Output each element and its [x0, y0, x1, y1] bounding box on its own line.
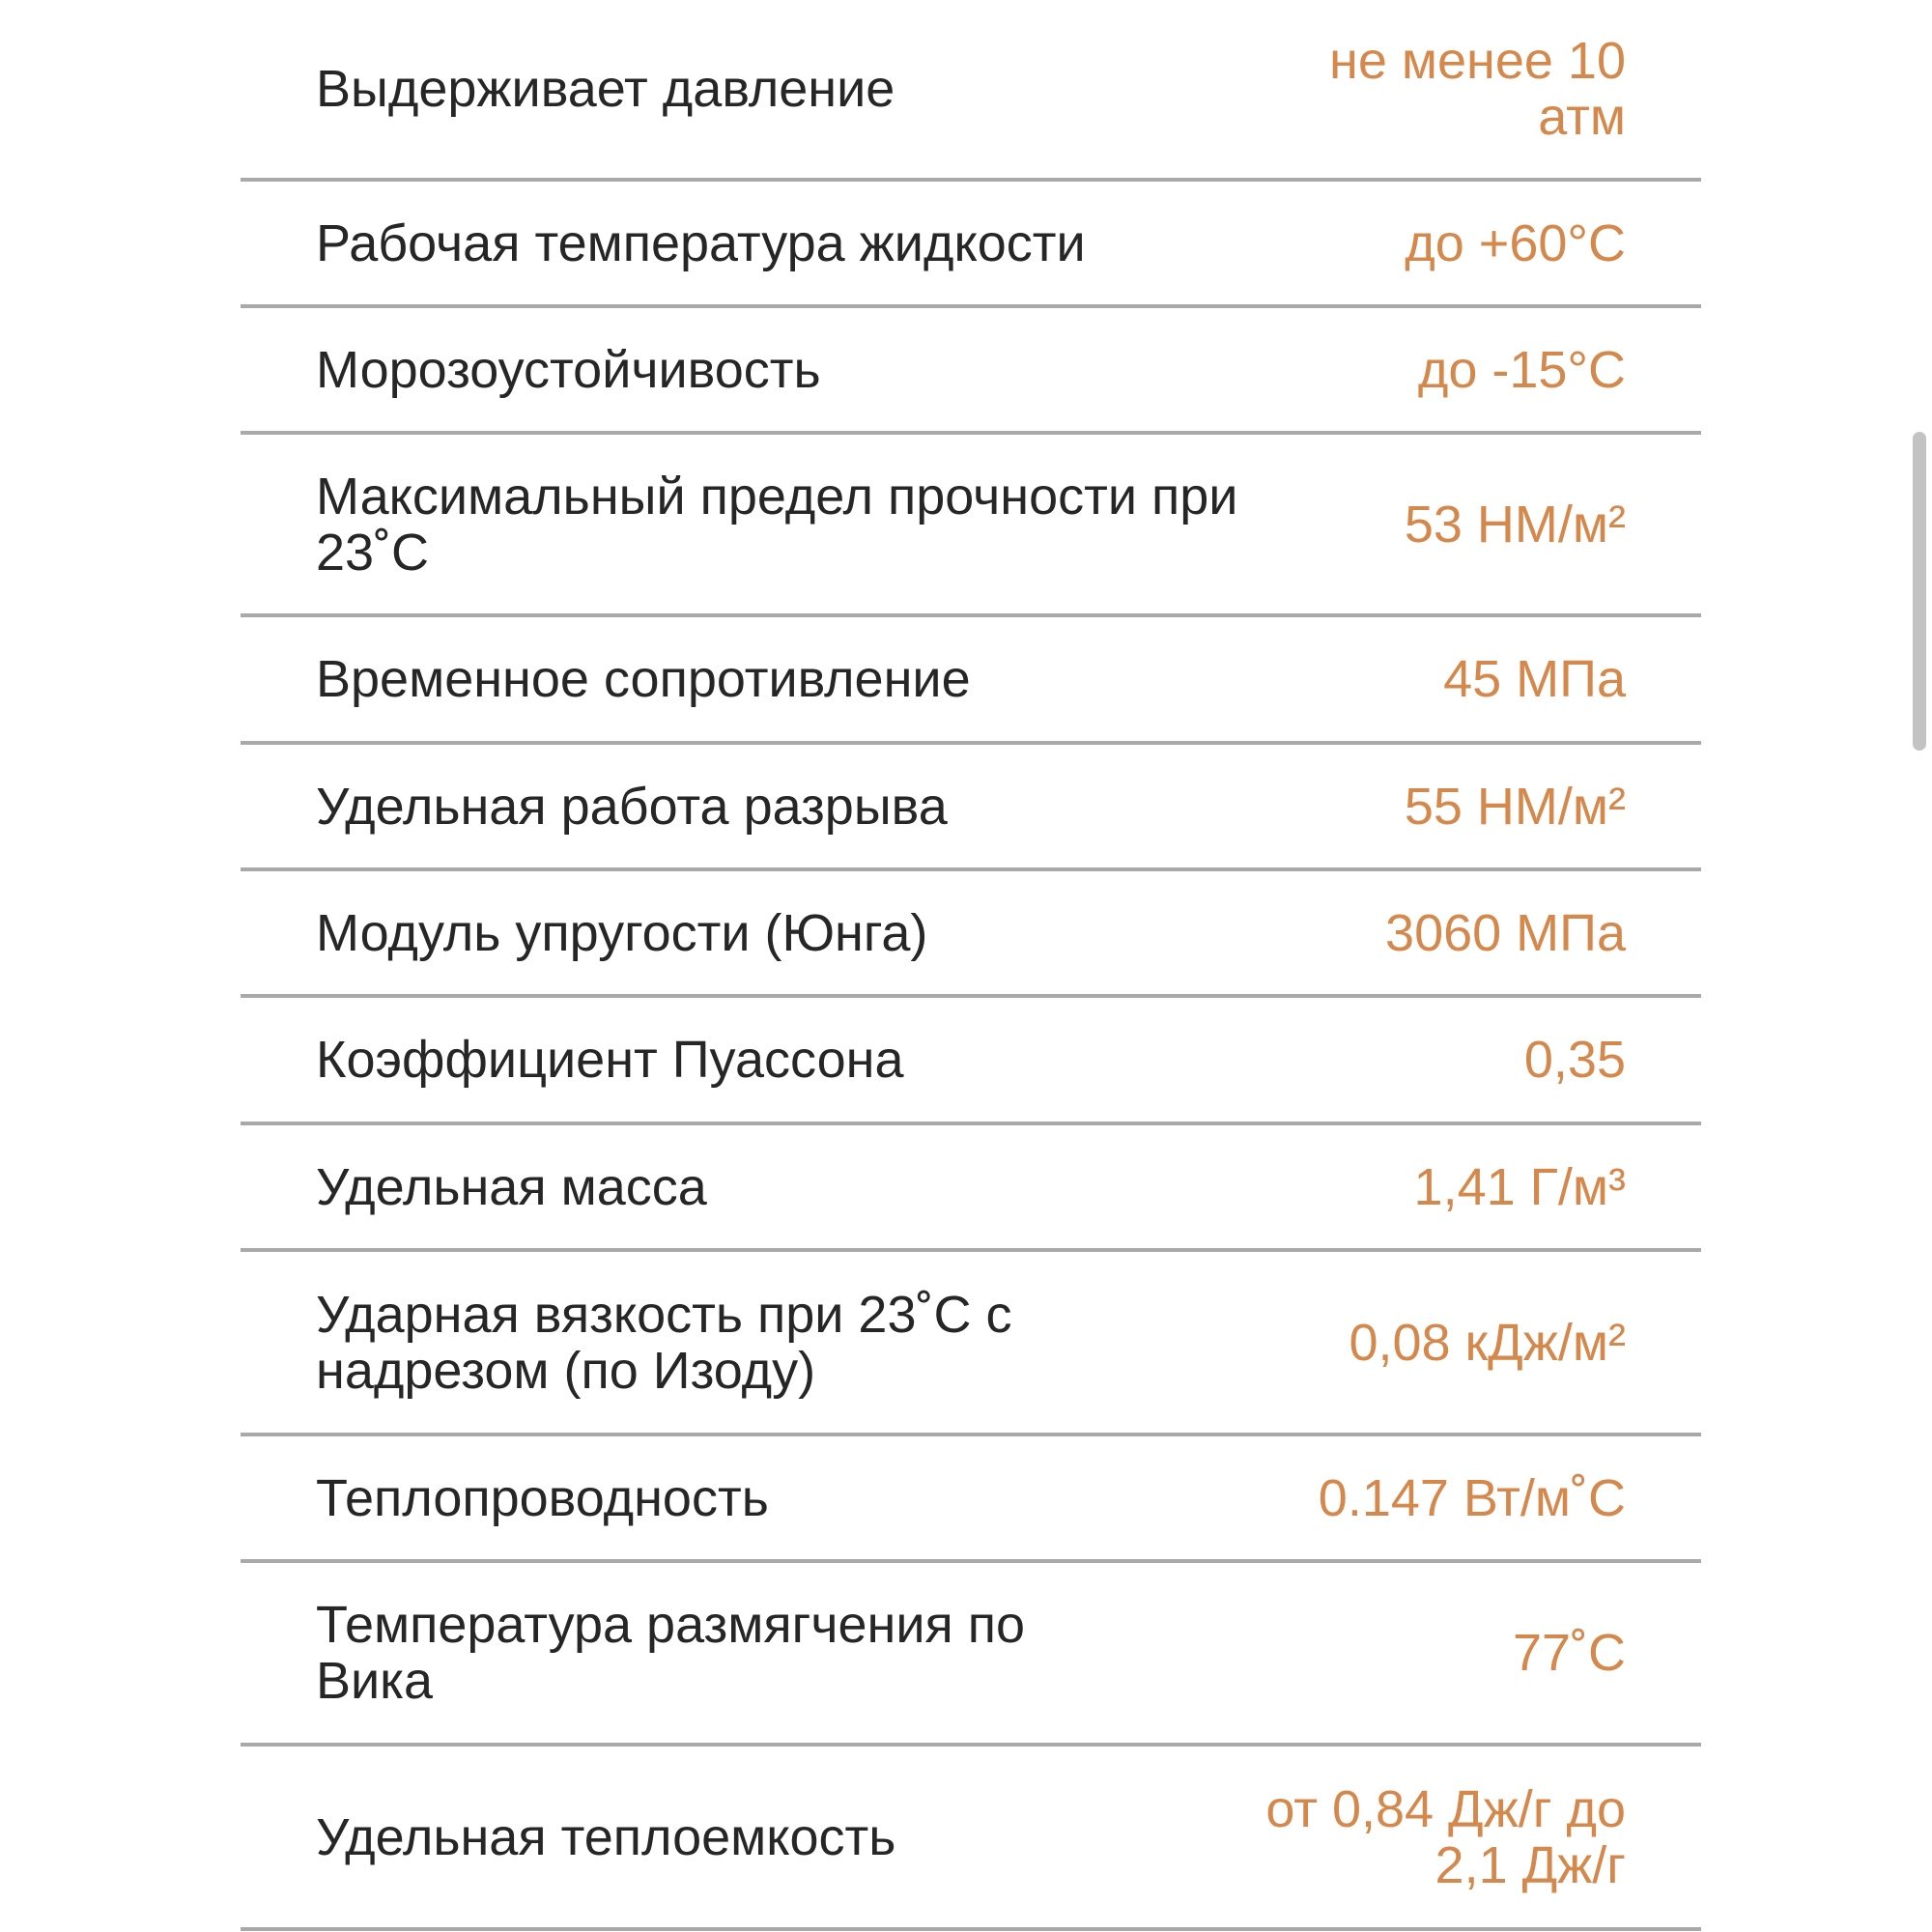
spec-label: Коэффициент Пуассона: [316, 1031, 904, 1089]
spec-row-pressure: [241, 0, 1701, 182]
spec-value: 1,41 Г/м³: [1413, 1157, 1626, 1216]
spec-value: 53 НМ/м²: [1404, 495, 1626, 554]
spec-value: 77˚С: [1512, 1624, 1626, 1682]
spec-value: 45 МПа: [1443, 650, 1626, 708]
spec-value: до -15°C: [1417, 340, 1626, 399]
spec-label: Удельная теплоемкость: [316, 1807, 896, 1866]
spec-value: 3060 МПа: [1385, 903, 1626, 962]
spec-row-youngs-modulus: [241, 871, 1701, 998]
spec-label: Морозоустойчивость: [316, 340, 821, 399]
spec-label: Модуль упругости (Юнга): [316, 903, 928, 962]
specifications-table: [241, 0, 1701, 1931]
spec-value: не менее 10 атм: [1329, 32, 1626, 146]
spec-value: 0.147 Вт/м˚С: [1318, 1468, 1626, 1527]
spec-label: Выдерживает давление: [316, 60, 895, 118]
spec-value: 0,08 кДж/м²: [1349, 1313, 1626, 1372]
spec-row-tensile-strength: [241, 617, 1701, 745]
spec-row-poisson-ratio: [241, 998, 1701, 1125]
spec-label: Временное сопротивление: [316, 650, 971, 708]
scrollbar-thumb[interactable]: [1913, 432, 1926, 751]
spec-label: Удельная работа разрыва: [316, 777, 948, 836]
spec-label: Теплопроводность: [316, 1468, 769, 1527]
spec-value: до +60°C: [1405, 213, 1626, 272]
spec-row-vicat-softening: [241, 1563, 1701, 1747]
spec-label: Ударная вязкость при 23˚С с надрезом (по Изоду): [316, 1285, 1012, 1400]
spec-row-specific-heat: [241, 1747, 1701, 1931]
spec-row-specific-mass: [241, 1125, 1701, 1252]
spec-row-working-temperature: [241, 182, 1701, 308]
spec-label: Рабочая температура жидкости: [316, 213, 1086, 272]
spec-label: Максимальный предел прочности при 23˚С: [316, 467, 1238, 582]
spec-row-specific-fracture-work: [241, 745, 1701, 871]
spec-row-max-strength: [241, 435, 1701, 617]
spec-label: Температура размягчения по Вика: [316, 1596, 1026, 1710]
spec-row-frost-resistance: [241, 308, 1701, 435]
spec-row-impact-strength: [241, 1252, 1701, 1436]
spec-row-thermal-conductivity: [241, 1436, 1701, 1563]
spec-value: 0,35: [1523, 1031, 1626, 1089]
spec-value: от 0,84 Дж/г до 2,1 Дж/г: [1265, 1779, 1626, 1894]
spec-value: 55 НМ/м²: [1404, 777, 1626, 836]
spec-label: Удельная масса: [316, 1157, 707, 1216]
